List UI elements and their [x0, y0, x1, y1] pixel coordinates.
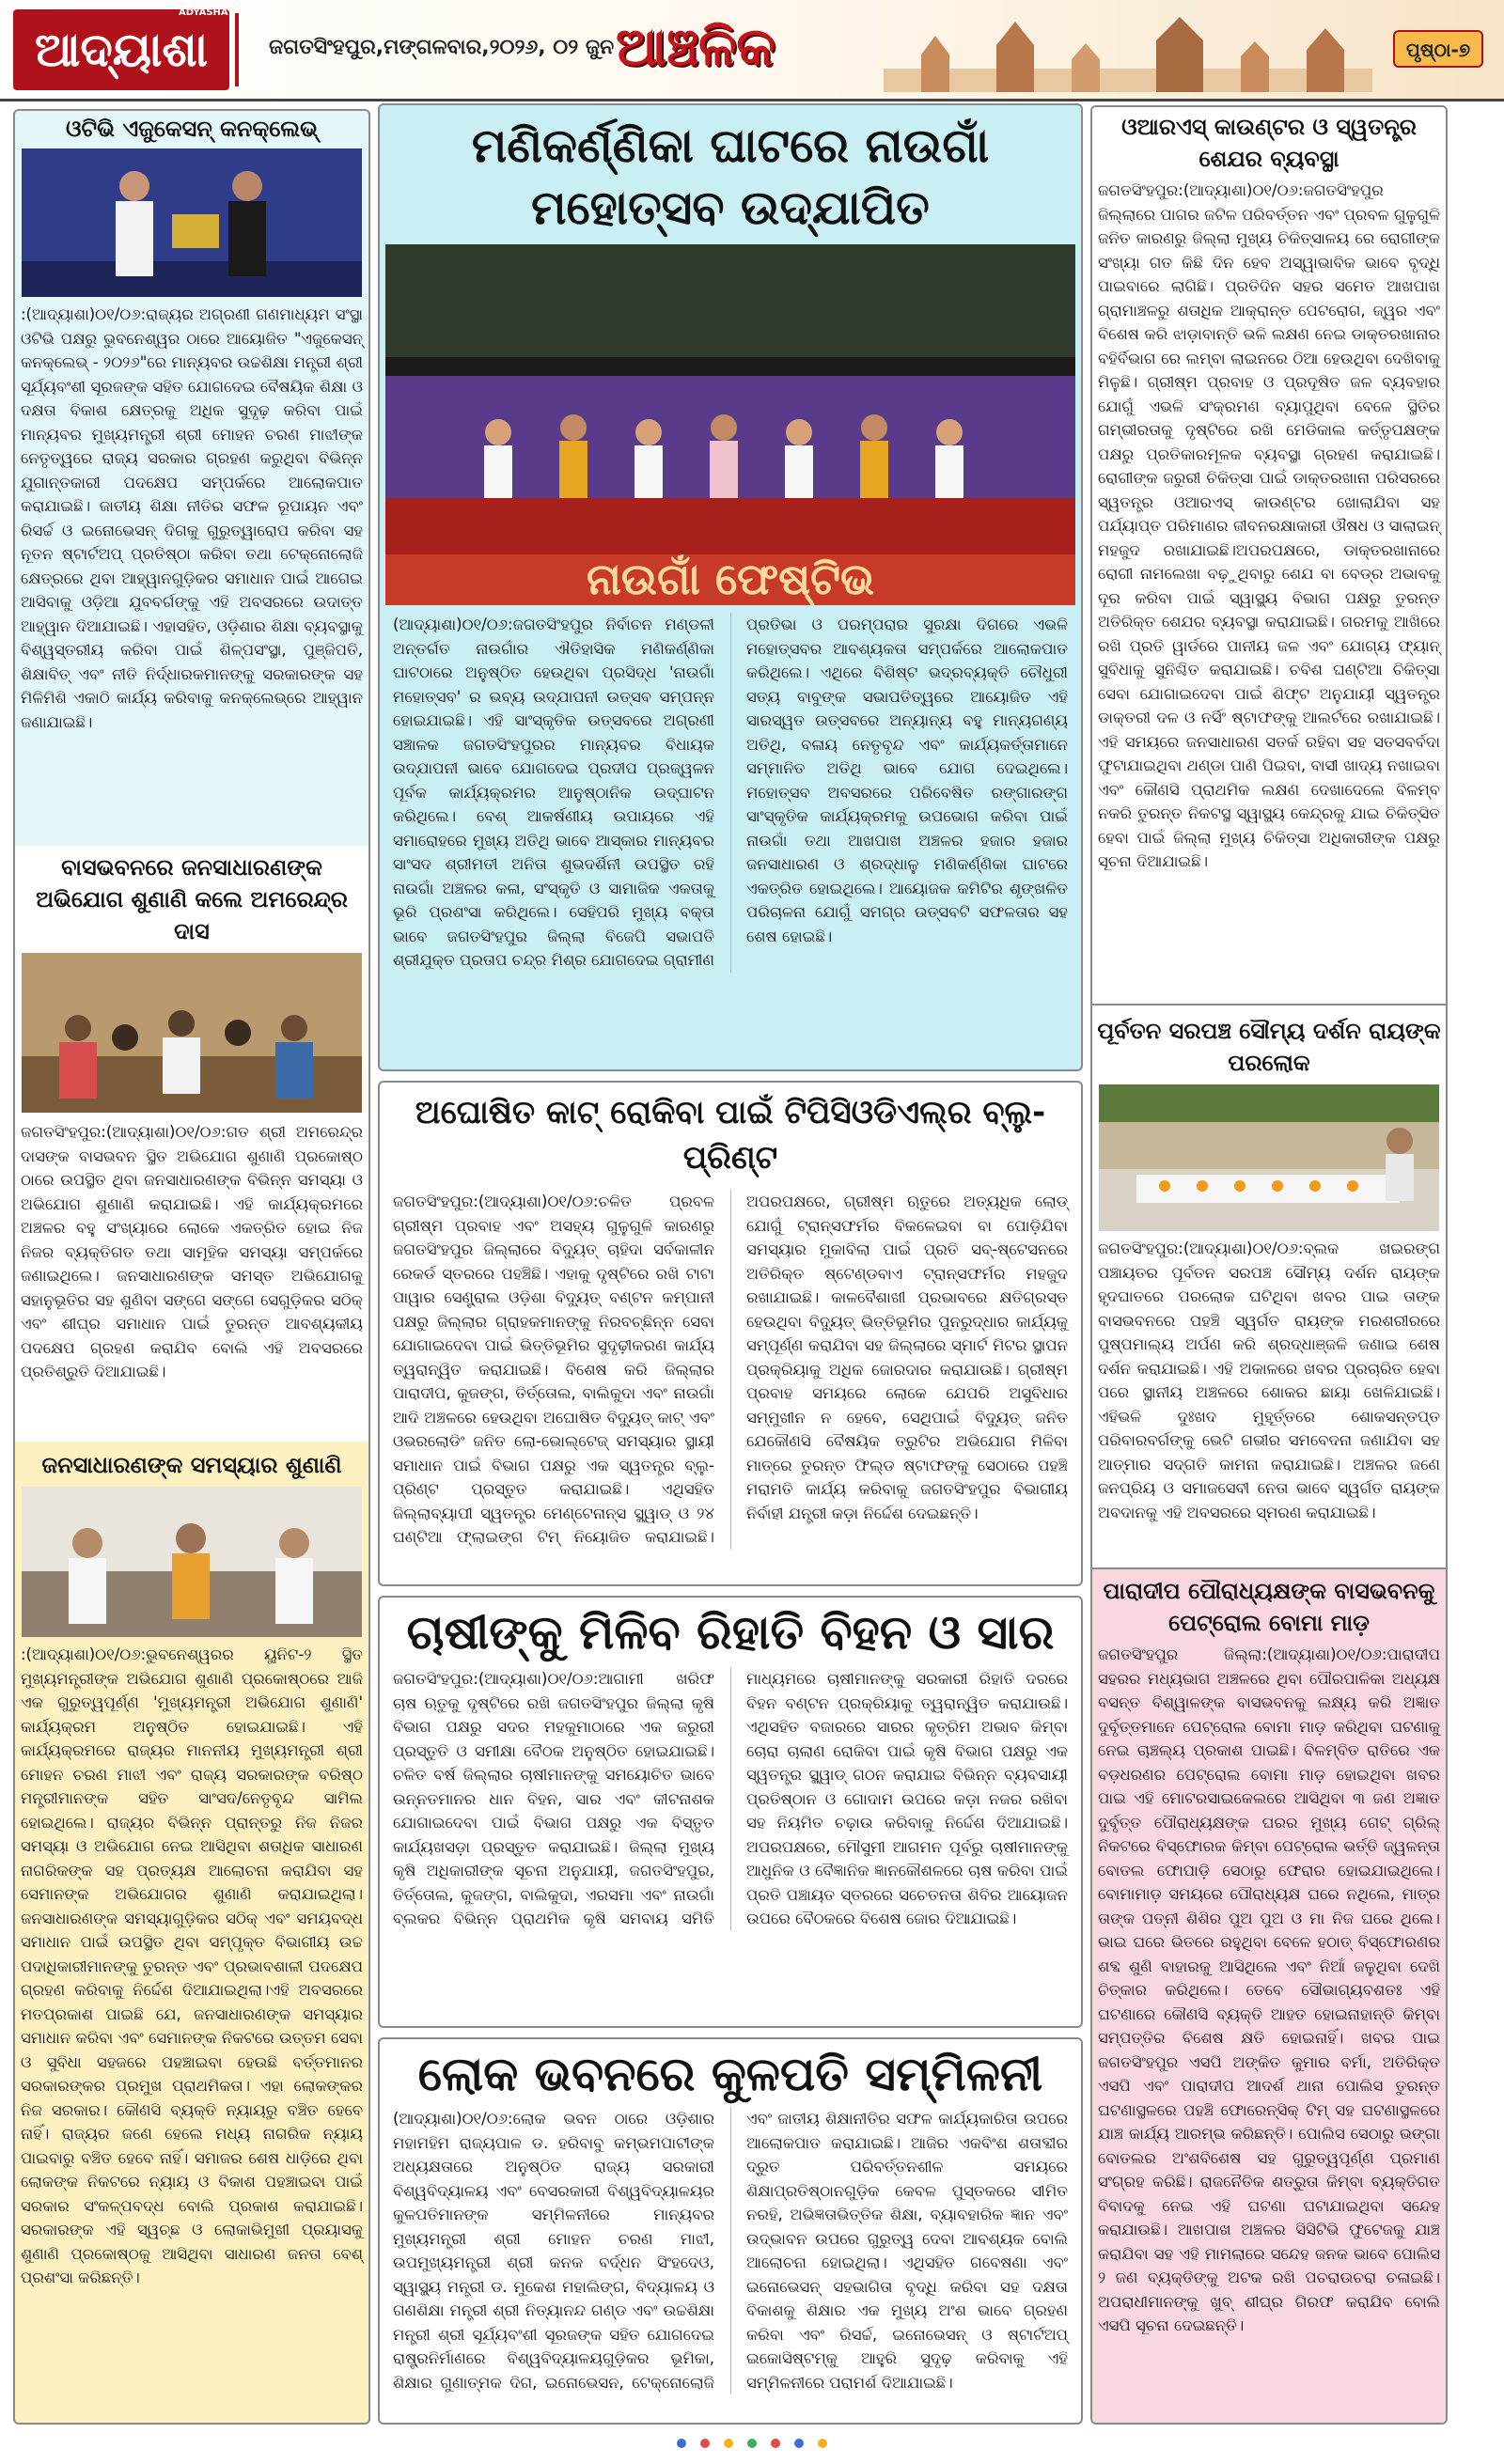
dot-icon [700, 2439, 710, 2448]
section-title: ଆଞ୍ଚଳିକ [616, 17, 776, 78]
article-title: ଲୋକ ଭବନରେ କୁଳପତି ସମ୍ମିଳନୀ [417, 2047, 1043, 2101]
grievance-photo [22, 953, 362, 1113]
lead-headline: ମଣିକର୍ଣ୍ଣିକା ଘାଟରେ ନାଉଗାଁ ମହୋତ୍ସବ ଉଦ୍‌ଯାପିତ [471, 118, 990, 235]
article-body: ଜଗତସିଂହପୁର:(ଆଦ୍ୟାଶା)୦୧/୦୬:ଜଗତସିଂହପୁର ଜିଲ୍ଲାରେ ପାଗର ଜଟିଳ ପରିବର୍ତ୍ତନ ଏବଂ ପ୍ରବଳ ଗୁଳୁଗୁଳି ଜନିତ କାରଣରୁ ଜିଲ୍ଲା ମୁଖ୍ୟ ଚିକିତ୍ସାଳୟ ରେ ରୋଗୀଙ୍କ ସଂଖ୍ୟା ଗତ କିଛି ଦିନ ହେବ ଅସ୍ୱାଭାବିକ ଭାବେ ବୃଦ୍ଧି ପାଇବାରେ ଲାଗିଛି। ପ୍ରତିଦିନ ସହର ସମେତ ଆଖପାଖ ଗ୍ରାମାଞ୍ଚଳରୁ ଶତାଧିକ ଆକ୍ରାନ୍ତ ପେଟରୋଗ, ଜ୍ୱର ଏବଂ ବିଶେଷ କରି ଝାଡ଼ାବାନ୍ତି ଭଳି ଲକ୍ଷଣ ନେଇ ଡାକ୍ତରଖାନାର ବହିର୍ବିଭାଗ ରେ ଲମ୍ବା ଲାଇନରେ ଠିଆ ହେଉଥିବା ଦେଖିବାକୁ ମିଳୁଛି। ଗ୍ରୀଷ୍ମ ପ୍ରବାହ ଓ ପ୍ରଦୂଷିତ ଜଳ ବ୍ୟବହାର ଯୋଗୁଁ ଏଭଳି ସଂକ୍ରମଣ ବ୍ୟାପୁଥିବା ବେଳେ ସ୍ଥିତିର ଗମ୍ଭୀରତାକୁ ଦୃଷ୍ଟିରେ ରଖି ମେଡିକାଲ କର୍ତ୍ତୃପକ୍ଷଙ୍କ ପକ୍ଷରୁ ପ୍ରତିକାରମୂଳକ ବ୍ୟବସ୍ଥା ଗ୍ରହଣ କରାଯାଇଛି। ରୋଗୀଙ୍କ ଜରୁରୀ ଚିକିତ୍ସା ପାଇଁ ଡାକ୍ତରଖାନା ପରିସରରେ ସ୍ୱତନ୍ତ୍ର ଓଆରଏସ୍ କାଉଣ୍ଟର ଖୋଲାଯିବା ସହ ପର୍ଯ୍ୟାପ୍ତ ପରିମାଣର ଜୀବନରକ୍ଷାକାରୀ ଔଷଧ ଓ ସାଲାଇନ୍ ମହଜୁଦ ରଖାଯାଇଛି।ଅପରପକ୍ଷରେ, ଡାକ୍ତରଖାନାରେ ରୋଗୀ ନାମଲେଖା ବଢ଼ୁଥିବାରୁ ଶେଯ ବା ବେଡ୍‌ର ଅଭାବକୁ ଦୂର କରିବା ପାଇଁ ସ୍ୱାସ୍ଥ୍ୟ ବିଭାଗ ପକ୍ଷରୁ ତୁରନ୍ତ ଅତିରିକ୍ତ ଶେଯର ବ୍ୟବସ୍ଥା କରାଯାଇଛି। ଗରମକୁ ଆଖିରେ ରଖି ପ୍ରତି ୱାର୍ଡରେ ପାନୀୟ ଜଳ ଏବଂ ଯୋଗ୍ୟ ଫ୍ୟାନ୍ ସୁବିଧାକୁ ସୁନିଶ୍ଚିତ କରାଯାଇଛି। ଚବିଶ ଘଣ୍ଟିଆ ଚିକିତ୍ସା ସେବା ଯୋଗାଇଦେବା ପାଇଁ ଶିଫ୍ଟ ଅନୁଯାୟୀ ସ୍ୱତନ୍ତ୍ର ଡାକ୍ତରୀ ଦଳ ଓ ନର୍ସିଂ ଷ୍ଟାଫଙ୍କୁ ଆଲର୍ଟରେ ରଖାଯାଇଛି। ଏହି ସମୟରେ ଜନସାଧାରଣ ସତର୍କ ରହିବା ସହ ସତସବର୍ବଦା ଫୁଟାଯାଇଥିବା ଥଣ୍ଡା ପାଣି ପିଇବା, ବାସୀ ଖାଦ୍ୟ ନଖାଇବା ଏବଂ କୌଣସି ପ୍ରାଥମିକ ଲକ୍ଷଣ ଦେଖାଦେଲେ ବିଳମ୍ବ ନକରି ତୁରନ୍ତ ନିକଟସ୍ଥ ସ୍ୱାସ୍ଥ୍ୟ କେନ୍ଦ୍ରକୁ ଯାଇ ଚିକିତ୍ସିତ ହେବା ପାଇଁ ଜିଲ୍ଲା ମୁଖ୍ୟ ଚିକିତ୍ସା ଅଧିକାରୀଙ୍କ ପକ୍ଷରୁ ସୂଚନା ଦିଆଯାଇଛି। [1098, 181, 1440, 870]
page-number-badge: ପୃଷ୍ଠା-୭ [1393, 30, 1483, 68]
dot-icon [677, 2439, 686, 2448]
page-indicator [658, 2434, 846, 2453]
dot-icon [818, 2439, 827, 2448]
article-title: ଜନସାଧାରଣଙ୍କ ସମସ୍ୟାର ଶୁଣାଣି [41, 1452, 342, 1478]
article-body: (ଆଦ୍ୟାଶା)୦୧/୦୬:ଜଗତସିଂହପୁର ନିର୍ବାଚନ ମଣ୍ଡଳୀ ଅନ୍ତର୍ଗତ ନାଉଗାଁର ଐତିହାସିକ ମଣିକର୍ଣ୍ଣିକା ଘାଟଠାରେ ଅନୁଷ୍ଠିତ ହେଉଥିବା ପ୍ରସିଦ୍ଧ 'ନାଉଗାଁ ମହୋତ୍ସବ' ର ଭବ୍ୟ ଉଦ୍‌ଯାପନୀ ଉତ୍ସବ ସମ୍ପନ୍ନ ହୋଇଯାଇଛି। ଏହି ସାଂସ୍କୃତିକ ଉତ୍ସବରେ ଅଗ୍ରଣୀ ସଞ୍ଚାଳକ ଜଗତସିଂହପୁରର ମାନ୍ୟବର ବିଧାୟକ ଉଦ୍‌ଯାପନୀ ଭାବେ ଯୋଗଦେଇ ପ୍ରଦୀପ ପ୍ରଜ୍ୱଳନ ପୂର୍ବକ କାର୍ଯ୍ୟକ୍ରମର ଆନୁଷ୍ଠାନିକ ଉଦ୍‌ଘାଟନ କରିଥିଲେ। ବେଶ୍ ଆକର୍ଷଣୀୟ ଉପାୟରେ ଏହି ସମାରୋହରେ ମୁଖ୍ୟ ଅତିଥି ଭାବେ ଆସ୍କାର ମାନ୍ୟବର ସାଂସଦ ଶ୍ରୀମତୀ ଅନିତା ଶୁଭଦର୍ଶିନୀ ଉପସ୍ଥିତ ରହି ନାଉଗାଁ ଅଞ୍ଚଳର କଳା, ସଂସ୍କୃତି ଓ ସାମାଜିକ ଏକତାକୁ ଭୂରି ପ୍ରଶଂସା କରିଥିଲେ। ସେହିପରି ମୁଖ୍ୟ ବକ୍ତା ଭାବେ ଜଗତସିଂହପୁର ଜିଲ୍ଲା ବିଜେପି ସଭାପତି ଶ୍ରୀଯୁକ୍ତ ପ୍ରତାପ ଚନ୍ଦ୍ର ମିଶ୍ର ଯୋଗଦେଇ ଗ୍ରାମୀଣ ପ୍ରତିଭା ଓ ପରମ୍ପରାର ସୁରକ୍ଷା ଦିଗରେ ଏଭଳି ମହୋତ୍ସବର ଆବଶ୍ୟକତା ସମ୍ପର୍କରେ ଆଲୋକପାତ କରିଥିଲେ। ଏଥିରେ ବିଶିଷ୍ଟ ଭଦ୍ରବ୍ୟକ୍ତି ଚୌଧୁରୀ ସତ୍ୟ ବାବୁଙ୍କ ସଭାପତିତ୍ୱରେ ଆୟୋଜିତ ଏହି ସାରସ୍ୱତ ଉତ୍ସବରେ ଅନ୍ୟାନ୍ୟ ବହୁ ମାନ୍ୟଗଣ୍ୟ ଅତିଥି, ବଳାୟ ନେତୃବୃନ୍ଦ ଏବଂ କାର୍ଯ୍ୟକର୍ତ୍ତାମାନେ ସମ୍ମାନିତ ଅତିଥି ଭାବେ ଯୋଗ ଦେଇଥିଲେ। ମହୋତ୍ସବ ଅବସରରେ ପରିବେଷିତ ରଙ୍ଗାରଙ୍ଗ ସାଂସ୍କୃତିକ କାର୍ଯ୍ୟକ୍ରମକୁ ଉପଭୋଗ କରିବା ପାଇଁ ନାଉଗାଁ ତଥା ଆଖପାଖ ଅଞ୍ଚଳର ହଜାର ହଜାର ଜନସାଧାରଣ ଓ ଶ୍ରଦ୍ଧାଳୁ ମଣିକର୍ଣ୍ଣିକା ଘାଟରେ ଏକତ୍ରିତ ହୋଇଥିଲେ। ଆୟୋଜକ କମିଟିର ଶୃଙ୍ଖଳିତ ପରିଚାଳନା ଯୋଗୁଁ ସମଗ୍ର ଉତ୍ସବଟି ସଫଳତାର ସହ ଶେଷ ହୋଇଛି। [393, 616, 1068, 969]
article-body: :(ଆଦ୍ୟାଶା)୦୧/୦୬:ଭୁବନେଶ୍ୱରର ୟୁନିଟ-୨ ସ୍ଥିତ ମୁଖ୍ୟମନ୍ତ୍ରୀଙ୍କ ଅଭିଯୋଗ ଶୁଣାଣି ପ୍ରକୋଷ୍ଠରେ ଆଜି ଏକ ଗୁରୁତ୍ୱପୂର୍ଣ୍ଣ 'ମୁଖ୍ୟମନ୍ତ୍ରୀ ଅଭିଯୋଗ ଶୁଣାଣି' କାର୍ଯ୍ୟକ୍ରମ ଅନୁଷ୍ଠିତ ହୋଇଯାଇଛି। ଏହି କାର୍ଯ୍ୟକ୍ରମରେ ରାଜ୍ୟର ମାନନୀୟ ମୁଖ୍ୟମନ୍ତ୍ରୀ ଶ୍ରୀ ମୋହନ ଚରଣ ମାଝୀ ଏବଂ ରାଜ୍ୟ ସରକାରଙ୍କ ବରିଷ୍ଠ ମନ୍ତ୍ରୀମାନଙ୍କ ସହିତ ସାଂସଦ/ନେତୃବୃନ୍ଦ ସାମିଲ ହୋଇଥିଲେ। ରାଜ୍ୟର ବିଭିନ୍ନ ପ୍ରାନ୍ତରୁ ନିଜ ନିଜର ସମସ୍ୟା ଓ ଅଭିଯୋଗ ନେଇ ଆସିଥିବା ଶତାଧିକ ସାଧାରଣ ନାଗରିକଙ୍କ ସହ ପ୍ରତ୍ୟକ୍ଷ ଆଲୋଚନା କରାଯିବା ସହ ସେମାନଙ୍କ ଅଭିଯୋଗର ଶୁଣାଣି କରାଯାଇଥିଲା। ଜନସାଧାରଣଙ୍କ ସମସ୍ୟାଗୁଡ଼ିକର ସଠିକ୍ ଏବଂ ସମୟବଦ୍ଧ ସମାଧାନ ପାଇଁ ଉପସ୍ଥିତ ଥିବା ସମ୍ପୃକ୍ତ ବିଭାଗୀୟ ଉଚ୍ଚ ପଦାଧିକାରୀମାନଙ୍କୁ ତୁରନ୍ତ ଏବଂ ପ୍ରଭାବଶାଳୀ ପଦକ୍ଷେପ ଗ୍ରହଣ କରିବାକୁ ନିର୍ଦ୍ଦେଶ ଦିଆଯାଇଥିଲା।ଏହି ଅବସରରେ ମତପ୍ରକାଶ ପାଇଛି ଯେ, ଜନସାଧାରଣଙ୍କ ସମସ୍ୟାର ସମାଧାନ କରିବା ଏବଂ ସେମାନଙ୍କ ନିକଟରେ ଉତ୍ତମ ସେବା ଓ ସୁବିଧା ସହଜରେ ପହଞ୍ଚାଇବା ହେଉଛି ବର୍ତ୍ତମାନର ସରକାରଙ୍କର ପ୍ରମୁଖ ପ୍ରାଥମିକତା। ଏହା ଲୋକଙ୍କର ନିଜ ସରକାର। କୌଣସି ବ୍ୟକ୍ତି ନ୍ୟାୟରୁ ବଞ୍ଚିତ ହେବେ ନାହିଁ। ରାଜ୍ୟର ଜଣେ ହେଲେ ମଧ୍ୟ ନାଗରିକ ନ୍ୟାୟ ପାଇବାରୁ ବଞ୍ଚିତ ହେବେ ନାହିଁ। ସମାଜର ଶେଷ ଧାଡ଼ିରେ ଥିବା ଲୋକଙ୍କ ନିକଟରେ ନ୍ୟାୟ ଓ ବିକାଶ ପହଞ୍ଚାଇବା ପାଇଁ ସରକାର ସଂକଳ୍ପବଦ୍ଧ ବୋଲି ପ୍ରକାଶ କରାଯାଇଛି। ସରକାରଙ୍କ ଏହି ସ୍ୱଚ୍ଛ ଓ ଲୋକାଭିମୁଖୀ ପ୍ରୟାସକୁ ଶୁଣାଣି ପ୍ରକୋଷ୍ଠକୁ ଆସିଥିବା ସାଧାରଣ ଜନତା ବେଶ୍ ପ୍ରଶଂସା କରିଛନ୍ତି। [21, 1645, 363, 2286]
article-farmer-subsidy [378, 1596, 1083, 2028]
article-grievance-hearing-das [15, 848, 368, 1534]
article-title: ଚାଷୀଙ୍କୁ ମିଳିବ ରିହାତି ବିହନ ଓ ସାର [406, 1605, 1055, 1660]
festival-banner-text: ନାଉଗାଁ ଫେଷ୍ଟିଭ [586, 554, 875, 604]
dot-icon [771, 2439, 780, 2448]
article-title: ଓଟିଭି ଏଜୁକେସନ୍ କନକ୍ଲେଭ୍ [66, 116, 318, 142]
temple-skyline-icon [884, 17, 1372, 92]
logo-subtitle: ADYASHA [179, 8, 228, 18]
article-tpcodl-blueprint [378, 1081, 1083, 1586]
newspaper-logo: ଆଦ୍ୟାଶା [13, 9, 229, 90]
article-title: ଅଘୋଷିତ କାଟ୍ ରୋକିବା ପାଇଁ ଟିପିସିଓଡିଏଲ୍‌ର ବ୍ଲୁ-ପ୍ରିଣ୍ଟ [415, 1094, 1046, 1177]
article-education-conclave [15, 111, 368, 846]
article-sarpanch-demise [1092, 1004, 1446, 1567]
conclave-photo [22, 148, 362, 297]
article-body: ଜଗତସିଂହପୁର:(ଆଦ୍ୟାଶା)୦୧/୦୬:ଚଳିତ ପ୍ରବଳ ଗ୍ରୀଷ୍ମ ପ୍ରବାହ ଏବଂ ଅସହ୍ୟ ଗୁଳୁଗୁଳି କାରଣରୁ ଜଗତସିଂହପୁର ଜିଲ୍ଲାରେ ବିଦ୍ୟୁତ୍ ଚାହିଦା ସର୍ବକାଳୀନ ରେକର୍ଡ ସ୍ତରରେ ପହଞ୍ଚିଛି। ଏହାକୁ ଦୃଷ୍ଟିରେ ରଖି ଟାଟା ପାୱାର ସେଣ୍ଟ୍ରାଲ ଓଡ଼ିଶା ବିଦ୍ୟୁତ୍ ବଣ୍ଟନ କମ୍ପାନୀ ପକ୍ଷରୁ ଜିଲ୍ଲାର ଗ୍ରାହକମାନଙ୍କୁ ନିରବଚ୍ଛିନ୍ନ ସେବା ଯୋଗାଇଦେବା ପାଇଁ ଭିତ୍ତିଭୂମିର ସୁଦୃଢ଼ୀକରଣ କାର୍ଯ୍ୟ ତ୍ୱରାନ୍ୱିତ କରାଯାଇଛି। ବିଶେଷ କରି ଜିଲ୍ଲାର ପାରାଦୀପ, କୁଜଙ୍ଗ, ତିର୍ତ୍ତୋଲ, ବାଲିକୁଦା ଏବଂ ନାଉଗାଁ ଆଦି ଅଞ୍ଚଳରେ ହେଉଥିବା ଅଘୋଷିତ ବିଦ୍ୟୁତ୍ କାଟ୍ ଏବଂ ଓଭରଲୋଡିଂ ଜନିତ ଲୋ-ଭୋଲ୍ଟେଜ୍ ସମସ୍ୟାର ସ୍ଥାୟୀ ସମାଧାନ ପାଇଁ ବିଭାଗ ପକ୍ଷରୁ ଏକ ସ୍ୱତନ୍ତ୍ର ବ୍ଲୁ-ପ୍ରିଣ୍ଟ ପ୍ରସ୍ତୁତ କରାଯାଇଛି। ଏଥିସହିତ ଜିଲ୍ଲାବ୍ୟାପୀ ସ୍ୱତନ୍ତ୍ର ମେଣ୍ଟେନାନ୍ସ ସ୍କ୍ୱାଡ୍ ଓ ୨୪ ଘଣ୍ଟିଆ ଫ୍ଲାଇଙ୍ଗ ଟିମ୍ ନିୟୋଜିତ କରାଯାଇଛି। ଅପରପକ୍ଷରେ, ଗ୍ରୀଷ୍ମ ଋତୁରେ ଅତ୍ୟଧିକ ଲୋଡ୍ ଯୋଗୁଁ ଟ୍ରାନ୍ସଫର୍ମର ବିକଳେଇବା ବା ପୋଡ଼ିଯିବା ସମସ୍ୟାର ମୁକାବିଲା ପାଇଁ ପ୍ରତି ସବ୍-ଷ୍ଟେସନରେ ଅତିରିକ୍ତ ଷ୍ଟେଣ୍ଡବାଏ ଟ୍ରାନ୍ସଫର୍ମର ମହଜୁଦ ରଖାଯାଇଛି। କାଳବୈଶାଖୀ ପ୍ରଭାବରେ କ୍ଷତିଗ୍ରସ୍ତ ହେଉଥିବା ବିଦ୍ୟୁତ୍ ଭିତ୍ତିଭୂମିର ପୁନରୁଦ୍ଧାର କାର୍ଯ୍ୟକୁ ସମ୍ପୂର୍ଣ୍ଣ କରାଯିବା ସହ ଜିଲ୍ଲାରେ ସ୍ମାର୍ଟ ମିଟର ସ୍ଥାପନ ପ୍ରକ୍ରିୟାକୁ ଅଧିକ ଜୋରଦାର କରାଯାଉଛି। ଗ୍ରୀଷ୍ମ ପ୍ରବାହ ସମୟରେ ଲୋକେ ଯେପରି ଅସୁବିଧାର ସମ୍ମୁଖୀନ ନ ହେବେ, ସେଥିପାଇଁ ବିଦ୍ୟୁତ୍ ଜନିତ ଯେକୌଣସି ବୈଷୟିକ ତ୍ରୁଟିର ଅଭିଯୋଗ ମିଳିବା ମାତ୍ରେ ତୁରନ୍ତ ଫିଲ୍ଡ ଷ୍ଟାଫଙ୍କୁ ସେଠାରେ ପହଞ୍ଚି ମରାମତି କାର୍ଯ୍ୟ କରିବାକୁ ଜଗତସିଂହପୁର ବିଭାଗୀୟ ନିର୍ବାହୀ ଯନ୍ତ୍ରୀ କଡ଼ା ନିର୍ଦ୍ଦେଶ ଦେଇଛନ୍ତି। [393, 1193, 1068, 1546]
masthead [0, 0, 1504, 101]
article-naugaon-festival [378, 103, 1083, 1071]
right-column [1090, 105, 1448, 2425]
tribute-photo [1099, 1084, 1439, 1231]
masthead-divider [235, 13, 239, 86]
article-title: ବାସଭବନରେ ଜନସାଧାରଣଙ୍କ ଅଭିଯୋଗ ଶୁଣାଣି କଲେ ଅମରେନ୍ଦ୍ର ଦାସ [36, 854, 348, 944]
article-body: ଜଗତସିଂହପୁର:(ଆଦ୍ୟାଶା)୦୧/୦୬:ଆଗାମୀ ଖରିଫ ଚାଷ ଋତୁକୁ ଦୃଷ୍ଟିରେ ରଖି ଜଗତସିଂହପୁର ଜିଲ୍ଲା କୃଷି ବିଭାଗ ପକ୍ଷରୁ ସଦର ମହକୁମାଠାରେ ଏକ ଜରୁରୀ ପ୍ରସ୍ତୁତି ଓ ସମୀକ୍ଷା ବୈଠକ ଅନୁଷ୍ଠିତ ହୋଇଯାଇଛି। ଚଳିତ ବର୍ଷ ଜିଲ୍ଲାର ଚାଷୀମାନଙ୍କୁ ସମୟୋଚିତ ଭାବେ ଉନ୍ନତମାନର ଧାନ ବିହନ, ସାର ଏବଂ କୀଟନାଶକ ଯୋଗାଇଦେବା ପାଇଁ ବିଭାଗ ପକ୍ଷରୁ ଏକ ବିସ୍ତୃତ କାର୍ଯ୍ୟଖସଡ଼ା ପ୍ରସ୍ତୁତ କରାଯାଇଛି। ଜିଲ୍ଲା ମୁଖ୍ୟ କୃଷି ଅଧିକାରୀଙ୍କ ସୂଚନା ଅନୁଯାୟୀ, ଜଗତସିଂହପୁର, ତିର୍ତ୍ତୋଲ, କୁଜଙ୍ଗ, ବାଲିକୁଦା, ଏରସମା ଏବଂ ନାଉଗାଁ ବ୍ଲକର ବିଭିନ୍ନ ପ୍ରାଥମିକ କୃଷି ସମବାୟ ସମିତି ମାଧ୍ୟମରେ ଚାଷୀମାନଙ୍କୁ ସରକାରୀ ରିହାତି ଦରରେ ବିହନ ବଣ୍ଟନ ପ୍ରକ୍ରିୟାକୁ ତ୍ୱରାନ୍ୱିତ କରାଯାଉଛି। ଏଥିସହିତ ବଜାରରେ ସାରର କୃତ୍ରିମ ଅଭାବ କିମ୍ବା ଚୋରା ଚାଲାଣ ରୋକିବା ପାଇଁ କୃଷି ବିଭାଗ ପକ୍ଷରୁ ଏକ ସ୍ୱତନ୍ତ୍ର ସ୍କ୍ୱାଡ୍ ଗଠନ କରାଯାଇ ବିଭିନ୍ନ ବ୍ୟବସାୟୀ ପ୍ରତିଷ୍ଠାନ ଓ ଗୋଦାମ ଉପରେ କଡ଼ା ନଜର ରଖିବା ସହ ନିୟମିତ ଚଢ଼ାଉ କରିବାକୁ ନିର୍ଦ୍ଦେଶ ଦିଆଯାଇଛି।ଅପରପକ୍ଷରେ, ମୌସୁମୀ ଆଗମନ ପୂର୍ବରୁ ଚାଷୀମାନଙ୍କୁ ଆଧୁନିକ ଓ ବୈଜ୍ଞାନିକ ଜ୍ଞାନକୌଶଳରେ ଚାଷ କରିବା ପାଇଁ ପ୍ରତି ପଞ୍ଚାୟତ ସ୍ତରରେ ସଚେତନତା ଶିବିର ଆୟୋଜନ ଉପରେ ବୈଠକରେ ବିଶେଷ ଜୋର ଦିଆଯାଇଛି। [393, 1670, 1068, 1927]
dot-icon [794, 2439, 804, 2448]
article-title: ପାରାଦୀପ ପୌରାଧ୍ୟକ୍ଷଙ୍କ ବାସଭବନକୁ ପେଟ୍ରୋଲ ବୋମା ମାଡ଼ [1103, 1578, 1435, 1636]
article-public-grievance [15, 1442, 368, 2425]
article-body: ଜଗତସିଂହପୁର ଜିଲ୍ଲା:(ଆଦ୍ୟାଶା)୦୧/୦୬:ପାରାଦୀପ ସହରର ମଧ୍ୟଭାଗ ଅଞ୍ଚଳରେ ଥିବା ପୌରପାଳିକା ଅଧ୍ୟକ୍ଷ ବସନ୍ତ ବିଶ୍ୱାଳଙ୍କ ବାସଭବନକୁ ଲକ୍ଷ୍ୟ କରି ଅଜ୍ଞାତ ଦୁର୍ବୃତ୍ତମାନେ ପେଟ୍ରୋଲ ବୋମା ମାଡ଼ କରିଥିବା ଘଟଣାକୁ ନେଇ ଚାଞ୍ଚଲ୍ୟ ପ୍ରକାଶ ପାଇଛି। ବିଳମ୍ବିତ ରାତିରେ ଏକ ବଡ଼ଧରଣର ପେଟ୍ରୋଲ ବୋମା ମାଡ଼ ହୋଇଥିବା ଖବର ପାଇ ଏହି ମୋଟରସାଇକେଲରେ ଆସିଥିବା ୩ ଜଣ ଅଜ୍ଞାତ ଦୁର୍ବୃତ୍ତ ପୌରାଧ୍ୟକ୍ଷଙ୍କ ଘରର ମୁଖ୍ୟ ଗେଟ୍ ଗ୍ରିଲ୍ ନିକଟରେ ବିସ୍ଫୋରକ କିମ୍ବା ପେଟ୍ରୋଲ ଭର୍ତ୍ତି ଜ୍ୱଳନ୍ତା ବୋତଲ ଫୋପାଡ଼ି ସେଠାରୁ ଫେରାର ହୋଇଯାଇଥିଲେ। ବୋମାମାଡ଼ ସମୟରେ ପୌରାଧ୍ୟକ୍ଷ ଘରେ ନଥିଲେ, ମାତ୍ର ତାଙ୍କ ପତ୍ନୀ ଶିଶିର ପୁଅ ପୁଅ ଓ ମା ନିଜ ଘରେ ଥିଲେ। ଭାଇ ଘରେ ଭିତରେ ରହୁଥିବା ବେଳେ ହଠାତ୍ ବିସ୍ଫୋରଣର ଶବ୍ଦ ଶୁଣି ବାହାରକୁ ଆସିଥିଲେ ଏବଂ ନିଆଁ ଜଳୁଥିବା ଦେଖି ଚିତ୍କାର କରିଥିଲେ। ତେବେ ସୌଭାଗ୍ୟବଶତଃ ଏହି ଘଟଣାରେ କୌଣସି ବ୍ୟକ୍ତି ଆହତ ହୋଇନାହାନ୍ତି କିମ୍ବା ସମ୍ପତ୍ତିର ବିଶେଷ କ୍ଷତି ହୋଇନାହିଁ। ଖବର ପାଇ ଜଗତସିଂହପୁର ଏସପି ଅଙ୍କିତ କୁମାର ବର୍ମା, ଅତିରିକ୍ତ ଏସପି ଏବଂ ପାରାଦୀପ ଆଦର୍ଶ ଥାନା ପୋଲିସ ତୁରନ୍ତ ଘଟଣାସ୍ଥଳରେ ପହଞ୍ଚି ଫୋରେନ୍ସିକ୍ ଟିମ୍ ସହ ଘଟଣାସ୍ଥଳରେ ଯାଞ୍ଚ କାର୍ଯ୍ୟ ଆରମ୍ଭ କରିଛନ୍ତି। ପୋଲିସ ସେଠାରୁ ଭଙ୍ଗା ବୋତଲର ଅଂଶବିଶେଷ ସହ ଗୁରୁତ୍ୱପୂର୍ଣ୍ଣ ପ୍ରମାଣ ସଂଗ୍ରହ କରିଛି। ରାଜନୈତିକ ଶତ୍ରୁତା କିମ୍ବା ବ୍ୟକ୍ତିଗତ ବିବାଦକୁ ନେଇ ଏହି ଘଟଣା ଘଟାଯାଇଥିବା ସନ୍ଦେହ କରାଯାଉଛି। ଆଖପାଖ ଅଞ୍ଚଳର ସିସିଟିଭି ଫୁଟେଜକୁ ଯାଞ୍ଚ କରାଯିବା ସହ ଏହି ମାମଲାରେ ସନ୍ଦେହ ଜନକ ଭାବେ ପୋଲିସ ୨ ଜଣ ବ୍ୟକ୍ତିଙ୍କୁ ଅଟକ ରଖି ପଚରାଉଚରା ଚଳାଇଛି। ଅପରାଧୀମାନଙ୍କୁ ଖୁବ୍ ଶୀଘ୍ର ଗିରଫ କରାଯିବ ବୋଲି ଏସପି ସୂଚନା ଦେଇଛନ୍ତି। [1098, 1645, 1440, 2334]
dot-icon [747, 2439, 757, 2448]
article-petrol-bomb-attack [1092, 1567, 1446, 2425]
article-title: ପୂର୍ବତନ ସରପଞ୍ଚ ସୌମ୍ୟ ଦର୍ଶନ ରାୟଙ୍କ ପରଲୋକ [1097, 1018, 1441, 1076]
article-body: ଜଗତସିଂହପୁର:(ଆଦ୍ୟାଶା)୦୧/୦୬:ଗତ ଶ୍ରୀ ଅମରେନ୍ଦ୍ର ଦାସଙ୍କ ବାସଭବନ ସ୍ଥିତ ଅଭିଯୋଗ ଶୁଣାଣି ପ୍ରକୋଷ୍ଠ ଠାରେ ଉପସ୍ଥିତ ଥିବା ଜନସାଧାରଣଙ୍କ ବିଭିନ୍ନ ସମସ୍ୟା ଓ ଅଭିଯୋଗ ଶୁଣାଣି କରାଯାଇଛି। ଏହି କାର୍ଯ୍ୟକ୍ରମରେ ଅଞ୍ଚଳର ବହୁ ସଂଖ୍ୟାରେ ଲୋକେ ଏକତ୍ରିତ ହୋଇ ନିଜ ନିଜର ବ୍ୟକ୍ତିଗତ ତଥା ସାମୂହିକ ସମସ୍ୟା ସମ୍ପର୍କରେ ଜଣାଇଥିଲେ। ଜନସାଧାରଣଙ୍କ ସମସ୍ତ ଅଭିଯୋଗକୁ ସହାନୁଭୂତିର ସହ ଶୁଣିବା ସଙ୍ଗେ ସଙ୍ଗେ ସେଗୁଡ଼ିକର ସଠିକ୍ ଏବଂ ଶୀଘ୍ର ସମାଧାନ ପାଇଁ ତୁରନ୍ତ ଆବଶ୍ୟକୀୟ ପଦକ୍ଷେପ ଗ୍ରହଣ କରାଯିବ ବୋଲି ଏହି ଅବସରରେ ପ୍ରତିଶ୍ରୁତି ଦିଆଯାଇଛି। [21, 1123, 363, 1380]
dateline: ଜଗତସିଂହପୁର,ମଙ୍ଗଳବାର,୨୦୨୬, ୦୨ ଜୁନ [269, 36, 615, 59]
article-title: ଓଆରଏସ୍ କାଉଣ୍ଟର ଓ ସ୍ୱତନ୍ତ୍ର ଶେଯର ବ୍ୟବସ୍ଥା [1121, 114, 1417, 172]
dot-icon [724, 2439, 733, 2448]
article-body: ଜଗତସିଂହପୁର:(ଆଦ୍ୟାଶା)୦୧/୦୬:ବ୍ଲକ ଖଇରଙ୍ଗ ପଞ୍ଚାୟତର ପୂର୍ବତନ ସରପଞ୍ଚ ସୌମ୍ୟ ଦର୍ଶନ ରାୟଙ୍କ ହୃଦଘାତରେ ପରଲୋକ ଘଟିଥିବା ଖବର ପାଇ ତାଙ୍କ ବାସଭବନରେ ପହଞ୍ଚି ସ୍ୱର୍ଗତ ରାୟଙ୍କ ମରଶରୀରରେ ପୁଷ୍ପମାଲ୍ୟ ଅର୍ପଣ କରି ଶ୍ରଦ୍ଧାଞ୍ଜଳି ଜଣାଇ ଶେଷ ଦର୍ଶନ କରାଯାଇଛି। ଏହି ଅକାଳରେ ଖବର ପ୍ରଚାରିତ ହେବା ପରେ ସ୍ଥାନୀୟ ଅଞ୍ଚଳରେ ଶୋକର ଛାୟା ଖେଳିଯାଇଛି। ଏହିଭଳି ଦୁଃଖଦ ମୁହୂର୍ତ୍ତରେ ଶୋକସନ୍ତପ୍ତ ପରିବାରବର୍ଗଙ୍କୁ ଭେଟି ଗଭୀର ସମବେଦନା ଜଣାଯିବା ସହ ଆତ୍ମାର ସଦ୍ଗତି କାମନା କରାଯାଇଛି। ଅଞ୍ଚଳର ଜଣେ ଜନପ୍ରିୟ ଓ ସମାଜସେବୀ ନେତା ଭାବେ ସ୍ୱର୍ଗତ ରାୟଙ୍କ ଅବଦାନକୁ ଏହି ଅବସରରେ ସ୍ମରଣ କରାଯାଇଛି। [1098, 1240, 1440, 1521]
article-vice-chancellors-meet [378, 2037, 1083, 2425]
article-ors-counter [1092, 107, 1446, 1002]
cm-grievance-photo [22, 1487, 362, 1637]
festival-stage-photo [385, 244, 1075, 605]
article-body: (ଆଦ୍ୟାଶା)୦୧/୦୬:ଲୋକ ଭବନ ଠାରେ ଓଡ଼ିଶାର ମହାମହିମ ରାଜ୍ୟପାଳ ଡ. ହରିବାବୁ କମ୍ଭମପାଟୀଙ୍କ ଅଧ୍ୟକ୍ଷତାରେ ଅନୁଷ୍ଠିତ ରାଜ୍ୟ ସରକାରୀ ବିଶ୍ୱବିଦ୍ୟାଳୟ ଏବଂ ବେସରକାରୀ ବିଶ୍ୱବିଦ୍ୟାଳୟର କୁଳପତିମାନଙ୍କ ସମ୍ମିଳନୀରେ ମାନ୍ୟବର ମୁଖ୍ୟମନ୍ତ୍ରୀ ଶ୍ରୀ ମୋହନ ଚରଣ ମାଝୀ, ଉପମୁଖ୍ୟମନ୍ତ୍ରୀ ଶ୍ରୀ କନକ ବର୍ଦ୍ଧନ ସିଂହଦେଓ, ସ୍ୱାସ୍ଥ୍ୟ ମନ୍ତ୍ରୀ ଡ. ମୁକେଶ ମହାଲିଙ୍ଗ, ବିଦ୍ୟାଳୟ ଓ ଗଣଶିକ୍ଷା ମନ୍ତ୍ରୀ ଶ୍ରୀ ନିତ୍ୟାନନ୍ଦ ଗଣ୍ଡ ଏବଂ ଉଚ୍ଚଶିକ୍ଷା ମନ୍ତ୍ରୀ ଶ୍ରୀ ସୂର୍ଯ୍ୟବଂଶୀ ସୂରଜଙ୍କ ସହିତ ଯୋଗଦେଇ ରାଷ୍ଟ୍ରନିର୍ମାଣରେ ବିଶ୍ୱବିଦ୍ୟାଳୟଗୁଡ଼ିକର ଭୂମିକା, ଶିକ୍ଷାର ଗୁଣାତ୍ମକ ଦିଗ, ଇନୋଭେସନ, ଟେକ୍ନୋଲୋଜି ଏବଂ ଜାତୀୟ ଶିକ୍ଷାନୀତିର ସଫଳ କାର୍ଯ୍ୟକାରିତା ଉପରେ ଆଲୋକପାତ କରାଯାଇଛି। ଆଜିର ଏକବିଂଶ ଶତାବ୍ଦୀର ଦ୍ରୁତ ପରିବର୍ତ୍ତନଶୀଳ ସମୟରେ ଶିକ୍ଷାପ୍ରତିଷ୍ଠାନଗୁଡ଼ିକ କେବଳ ପୁସ୍ତକରେ ସୀମିତ ନରହି, ଅଭିଜ୍ଞତାଭିତ୍ତିକ ଶିକ୍ଷା, ବ୍ୟାବହାରିକ ଜ୍ଞାନ ଏବଂ ଉଦ୍ଭାବନ ଉପରେ ଗୁରୁତ୍ୱ ଦେବା ଆବଶ୍ୟକ ବୋଲି ଆଲୋଚନା ହୋଇଥିଲା। ଏଥିସହିତ ଗବେଷଣା ଏବଂ ଇନୋଭେସନ୍ ସହଭାଗିତା ବୃଦ୍ଧି କରିବା ସହ ଦକ୍ଷତା ବିକାଶକୁ ଶିକ୍ଷାର ଏକ ମୁଖ୍ୟ ଅଂଶ ଭାବେ ଗ୍ରହଣ କରିବା ଏବଂ ରିସର୍ଚ୍ଚ, ଇନୋଭେସନ୍ ଓ ଷ୍ଟାର୍ଟଅପ୍ ଇକୋସିଷ୍ଟମ୍‌କୁ ଆହୁରି ସୁଦୃଢ଼ କରିବାକୁ ଏହି ସମ୍ମିଳନୀରେ ପରାମର୍ଶ ଦିଆଯାଇଛି। [393, 2110, 1068, 2392]
article-body: :(ଆଦ୍ୟାଶା)୦୧/୦୬:ରାଜ୍ୟର ଅଗ୍ରଣୀ ଗଣମାଧ୍ୟମ ସଂସ୍ଥା ଓଟିଭି ପକ୍ଷରୁ ଭୁବନେଶ୍ୱର ଠାରେ ଆୟୋଜିତ "ଏଜୁକେସନ୍ କନକ୍ଲେଭ୍ - ୨୦୨୬"ରେ ମାନ୍ୟବର ଉଚ୍ଚଶିକ୍ଷା ମନ୍ତ୍ରୀ ଶ୍ରୀ ସୂର୍ଯ୍ୟବଂଶୀ ସୂରଜଙ୍କ ସହିତ ଯୋଗଦେଇ ବୈଷୟିକ ଶିକ୍ଷା ଓ ଦକ୍ଷତା ବିକାଶ କ୍ଷେତ୍ରକୁ ଅଧିକ ସୁଦୃଢ଼ କରିବା ପାଇଁ ମାନ୍ୟବର ମୁଖ୍ୟମନ୍ତ୍ରୀ ଶ୍ରୀ ମୋହନ ଚରଣ ମାଝୀଙ୍କ ନେତୃତ୍ୱରେ ରାଜ୍ୟ ସରକାର ଗ୍ରହଣ କରୁଥିବା ବିଭିନ୍ନ ଯୁଗାନ୍ତକାରୀ ପଦକ୍ଷେପ ସମ୍ପର୍କରେ ଆଲୋକପାତ କରାଯାଇଛି। ଜାତୀୟ ଶିକ୍ଷା ନୀତିର ସଫଳ ରୂପାୟନ ଏବଂ ରିସର୍ଚ୍ଚ ଓ ଇନୋଭେସନ୍ ଦିଗକୁ ଗୁରୁତ୍ୱାରୋପ କରିବା ସହ ନୂତନ ଷ୍ଟାର୍ଟଅପ୍ ପ୍ରତିଷ୍ଠା କରିବା ତଥା ଟେକ୍ନୋଲୋଜି କ୍ଷେତ୍ରରେ ଥିବା ଆହ୍ୱାନଗୁଡ଼ିକର ସମାଧାନ ପାଇଁ ଆଗେଇ ଆସିବାକୁ ଓଡ଼ିଆ ଯୁବବର୍ଗଙ୍କୁ ଏହି ଅବସରରେ ଉଦାତ୍ତ ଆହ୍ୱାନ ଦିଆଯାଇଛି। ଏହାସହିତ, ଓଡ଼ିଶାର ଶିକ୍ଷା ବ୍ୟବସ୍ଥାକୁ ବିଶ୍ୱସ୍ତରୀୟ କରିବା ପାଇଁ ଶିଳ୍ପସଂସ୍ଥା, ପୁଞ୍ଜିପତି, ଶିକ୍ଷାବିତ୍ ଏବଂ ନୀତି ନିର୍ଦ୍ଧାରକମାନଙ୍କୁ ସରକାରଙ୍କ ସହ ମିଳିମିଶି ଏକାଠି କାର୍ଯ୍ୟ କରିବାକୁ କନକ୍ଲେଭ୍‌ରେ ଆହ୍ୱାନ ଜଣାଯାଇଛି। [21, 305, 363, 731]
left-column [13, 109, 370, 2425]
